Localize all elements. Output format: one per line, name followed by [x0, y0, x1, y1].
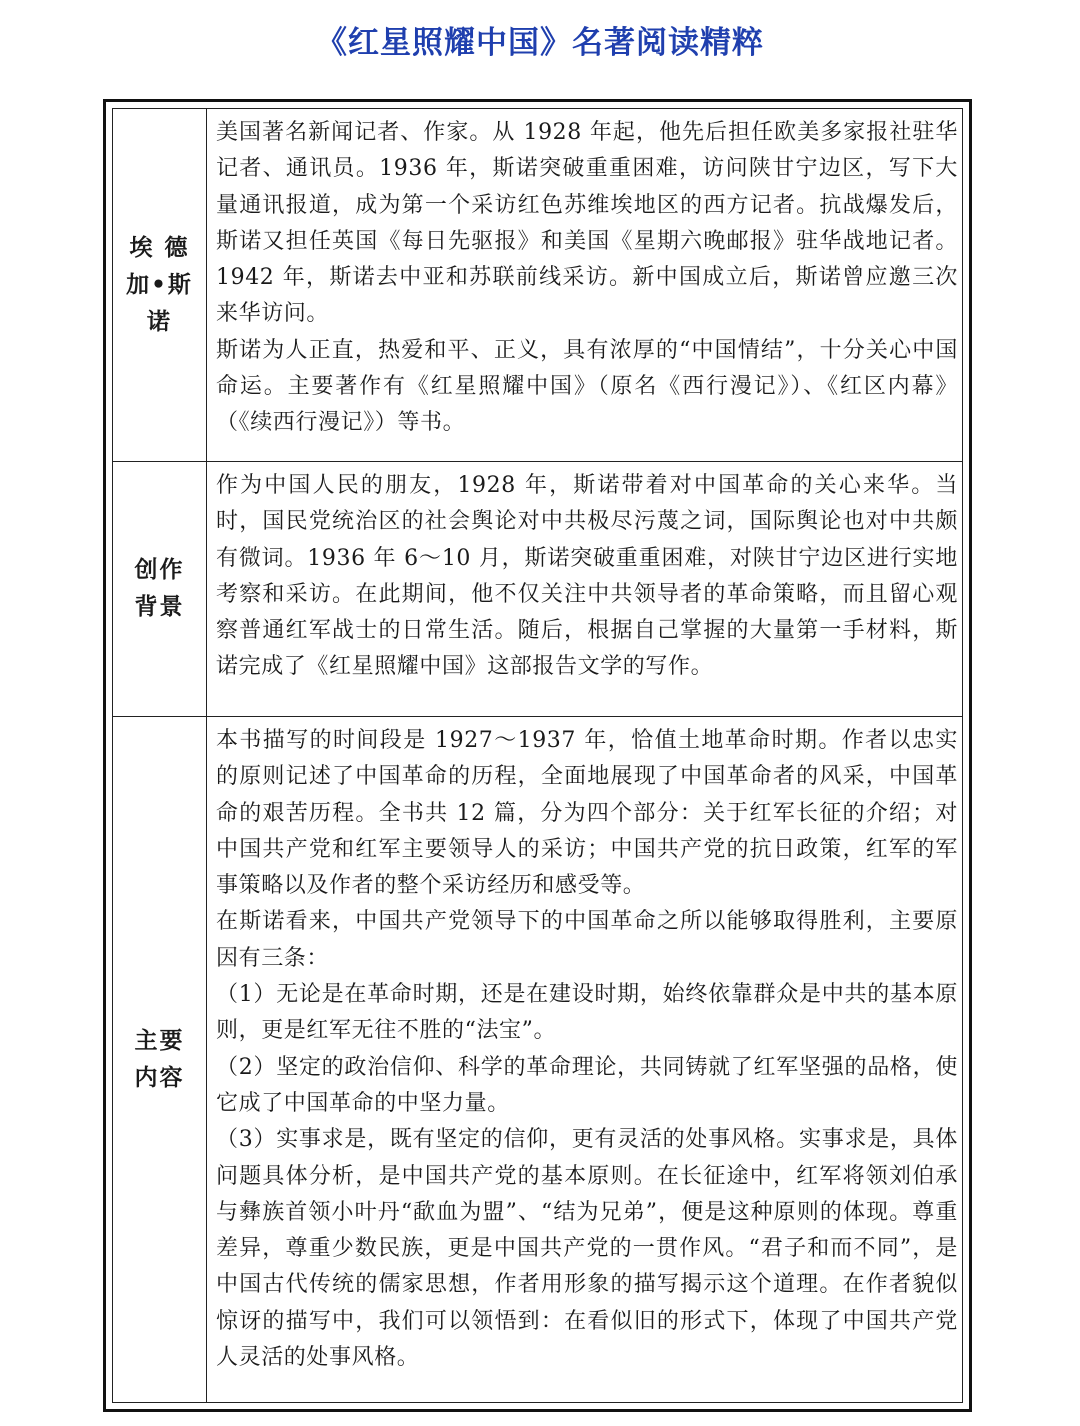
content-paragraph-2: 在斯诺看来，中国共产党领导下的中国革命之所以能够取得胜利，主要原因有三条： [216, 909, 958, 971]
table-row-author [113, 109, 962, 461]
table-row-background [113, 461, 962, 716]
content-paragraph-3: （1）无论是在革命时期，还是在建设时期，始终依靠群众是中共的基本原则，更是红军无往不胜的“法宝”。 [216, 982, 958, 1044]
row-content-cell [206, 462, 962, 716]
content-paragraph-4: （2）坚定的政治信仰、科学的革命理论，共同铸就了红军坚强的品格，使它成了中国革命的中坚力量。 [216, 1054, 958, 1116]
row-label-main-content: 主要内容 [134, 1027, 185, 1091]
info-table [103, 99, 972, 1412]
row-label-cell [113, 717, 207, 1402]
content-paragraph-1: 本书描写的时间段是 1927～1937 年，恰值土地革命时期。作者以忠实的原则记述了中国革命的历程，全面地展现了中国革命者的风采，中国革命的艰苦历程。全书共 12 篇，分为四个部分：关于红军长征的介绍；对中国共产党和红军主要领导人的采访；中国共产党的抗日政策，红军的军事策略以及作者的整个采访经历和感受等。 [216, 728, 958, 899]
table-row-main-content [113, 716, 962, 1402]
row-label-author: 埃 德 加•斯 诺 [126, 234, 193, 335]
author-paragraph-1: 美国著名新闻记者、作家。从 1928 年起，他先后担任欧美多家报社驻华记者、通讯员。1936 年，斯诺突破重重困难，访问陕甘宁边区，写下大量通讯报道，成为第一个采访红色苏维埃地区的西方记者。抗战爆发后，斯诺又担任英国《每日先驱报》和美国《星期六晚邮报》驻华战地记者。1942 年，斯诺去中亚和苏联前线采访。新中国成立后，斯诺曾应邀三次来华访问。 [216, 120, 958, 327]
row-content-cell [206, 109, 962, 461]
background-paragraph-1: 作为中国人民的朋友，1928 年，斯诺带着对中国革命的关心来华。当时，国民党统治区的社会舆论对中共极尽污蔑之词，国际舆论也对中共颇有微词。1936 年 6～10 月，斯诺突破重重困难，对陕甘宁边区进行实地考察和采访。在此期间，他不仅关注中共领导者的革命策略，而且留心观察普通红军战士的日常生活。随后，根据自己掌握的大量第一手材料，斯诺完成了《红星照耀中国》这部报告文学的写作。 [216, 473, 958, 680]
author-paragraph-2: 斯诺为人正直，热爱和平、正义，具有浓厚的“中国情结”，十分关心中国命运。主要著作有《红星照耀中国》（原名《西行漫记》）、《红区内幕》（《续西行漫记》）等书。 [216, 337, 958, 436]
row-label-cell [113, 462, 207, 716]
row-label-background: 创作背景 [134, 557, 185, 620]
page-title: 《红星照耀中国》名著阅读精粹 [316, 25, 764, 61]
info-table-inner [112, 108, 963, 1403]
content-paragraph-5: （3）实事求是，既有坚定的信仰，更有灵活的处事风格。实事求是，具体问题具体分析，是中国共产党的基本原则。在长征途中，红军将领刘伯承与彝族首领小叶丹“歃血为盟”、“结为兄弟”，便是这种原则的体现。尊重差异，尊重少数民族，更是中国共产党的一贯作风。“君子和而不同”，是中国古代传统的儒家思想，作者用形象的描写揭示这个道理。在作者貌似惊讶的描写中，我们可以领悟到：在看似旧的形式下，体现了中国共产党人灵活的处事风格。 [216, 1127, 958, 1371]
row-label-cell [113, 109, 207, 461]
row-content-cell [206, 717, 962, 1402]
